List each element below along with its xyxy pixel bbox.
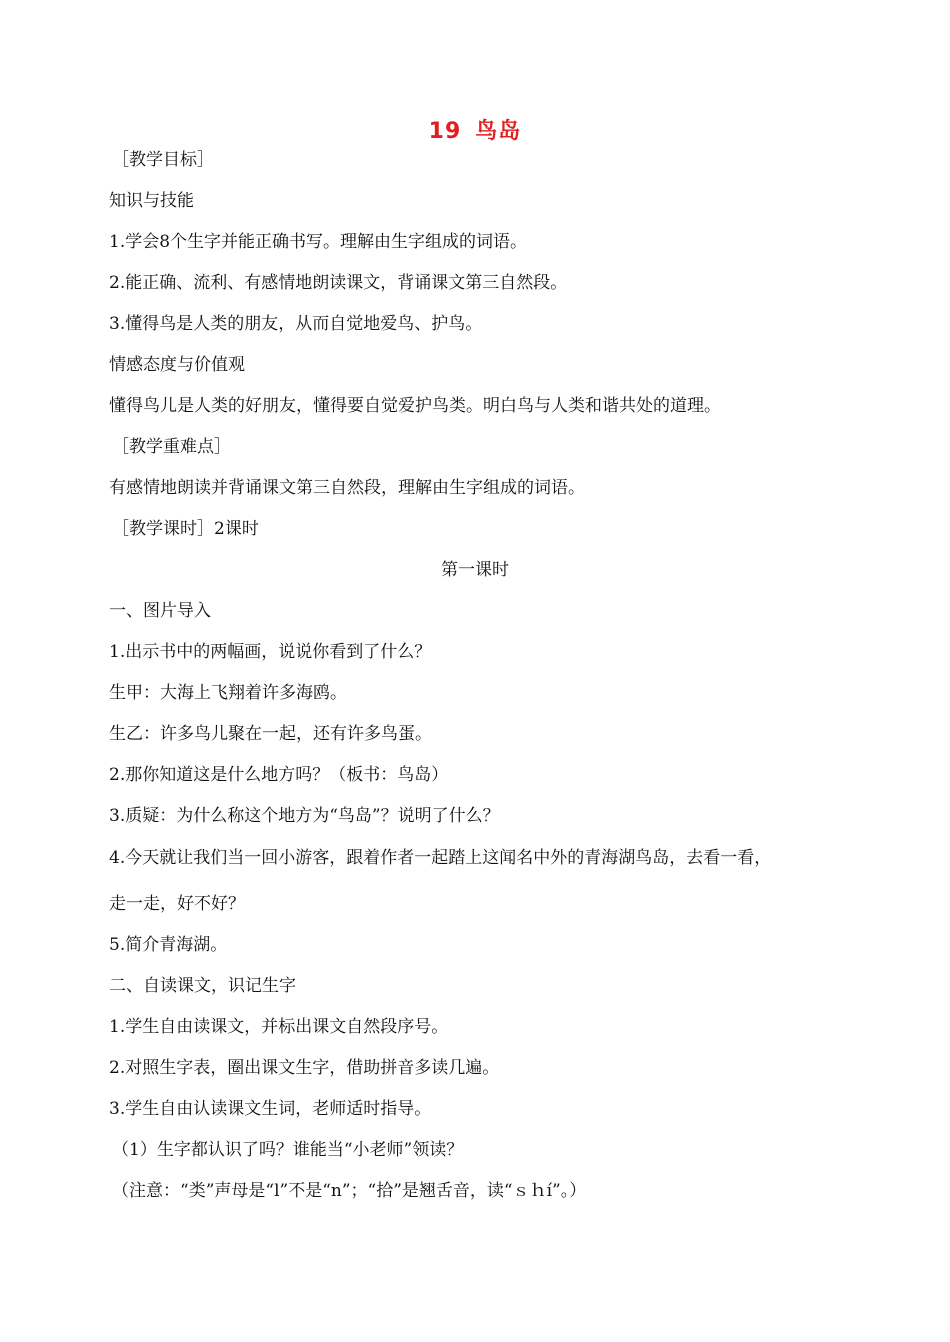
- pronunciation-note: （注意：“类”声母是“l”不是“n”；“拾”是翘舌音，读“ｓｈí”。）: [112, 1181, 587, 1201]
- step-5: 5.简介青海湖。: [109, 935, 228, 955]
- step-4: 4.今天就让我们当一回小游客，跟着作者一起踏上这闻名中外的青海湖鸟岛，去看一看，: [109, 848, 772, 868]
- part-two-step-3: 3.学生自由认读课文生词，老师适时指导。: [109, 1099, 432, 1119]
- key-points-text: 有感情地朗读并背诵课文第三自然段，理解由生字组成的词语。: [109, 478, 585, 498]
- section-teaching-goals: ［教学目标］: [112, 150, 214, 170]
- section-key-points: ［教学重难点］: [112, 437, 231, 457]
- section-class-hours: ［教学课时］2课时: [112, 519, 259, 539]
- lesson-number: 19: [428, 119, 462, 144]
- student-a-reply: 生甲：大海上飞翔着许多海鸥。: [109, 683, 347, 703]
- step-2: 2.那你知道这是什么地方吗？（板书：鸟岛）: [109, 765, 449, 785]
- step-3: 3.质疑：为什么称这个地方为“鸟岛”？说明了什么？: [109, 806, 500, 826]
- part-one-heading: 一、图片导入: [109, 601, 211, 621]
- goal-item-3: 3.懂得鸟是人类的朋友，从而自觉地爱鸟、护鸟。: [109, 314, 483, 334]
- goal-item-2: 2.能正确、流利、有感情地朗读课文，背诵课文第三自然段。: [109, 273, 568, 293]
- sub-step-1: （1）生字都认识了吗？谁能当“小老师”领读？: [112, 1140, 464, 1160]
- emotion-values-text: 懂得鸟儿是人类的好朋友，懂得要自觉爱护鸟类。明白鸟与人类和谐共处的道理。: [109, 396, 721, 416]
- step-1: 1.出示书中的两幅画，说说你看到了什么？: [109, 642, 432, 662]
- step-4-continued: 走一走，好不好？: [109, 894, 245, 914]
- student-b-reply: 生乙：许多鸟儿聚在一起，还有许多鸟蛋。: [109, 724, 432, 744]
- part-two-heading: 二、自读课文，识记生字: [109, 976, 296, 996]
- subheading-knowledge-skills: 知识与技能: [109, 191, 194, 211]
- subheading-emotion-values: 情感态度与价值观: [109, 355, 245, 375]
- part-two-step-1: 1.学生自由读课文，并标出课文自然段序号。: [109, 1017, 449, 1037]
- goal-item-1: 1.学会8个生字并能正确书写。理解由生字组成的词语。: [109, 232, 528, 252]
- first-lesson-heading: 第一课时: [441, 560, 509, 580]
- lesson-title-text: 鸟岛: [475, 119, 522, 144]
- part-two-step-2: 2.对照生字表，圈出课文生字，借助拼音多读几遍。: [109, 1058, 500, 1078]
- lesson-title: [0, 114, 950, 145]
